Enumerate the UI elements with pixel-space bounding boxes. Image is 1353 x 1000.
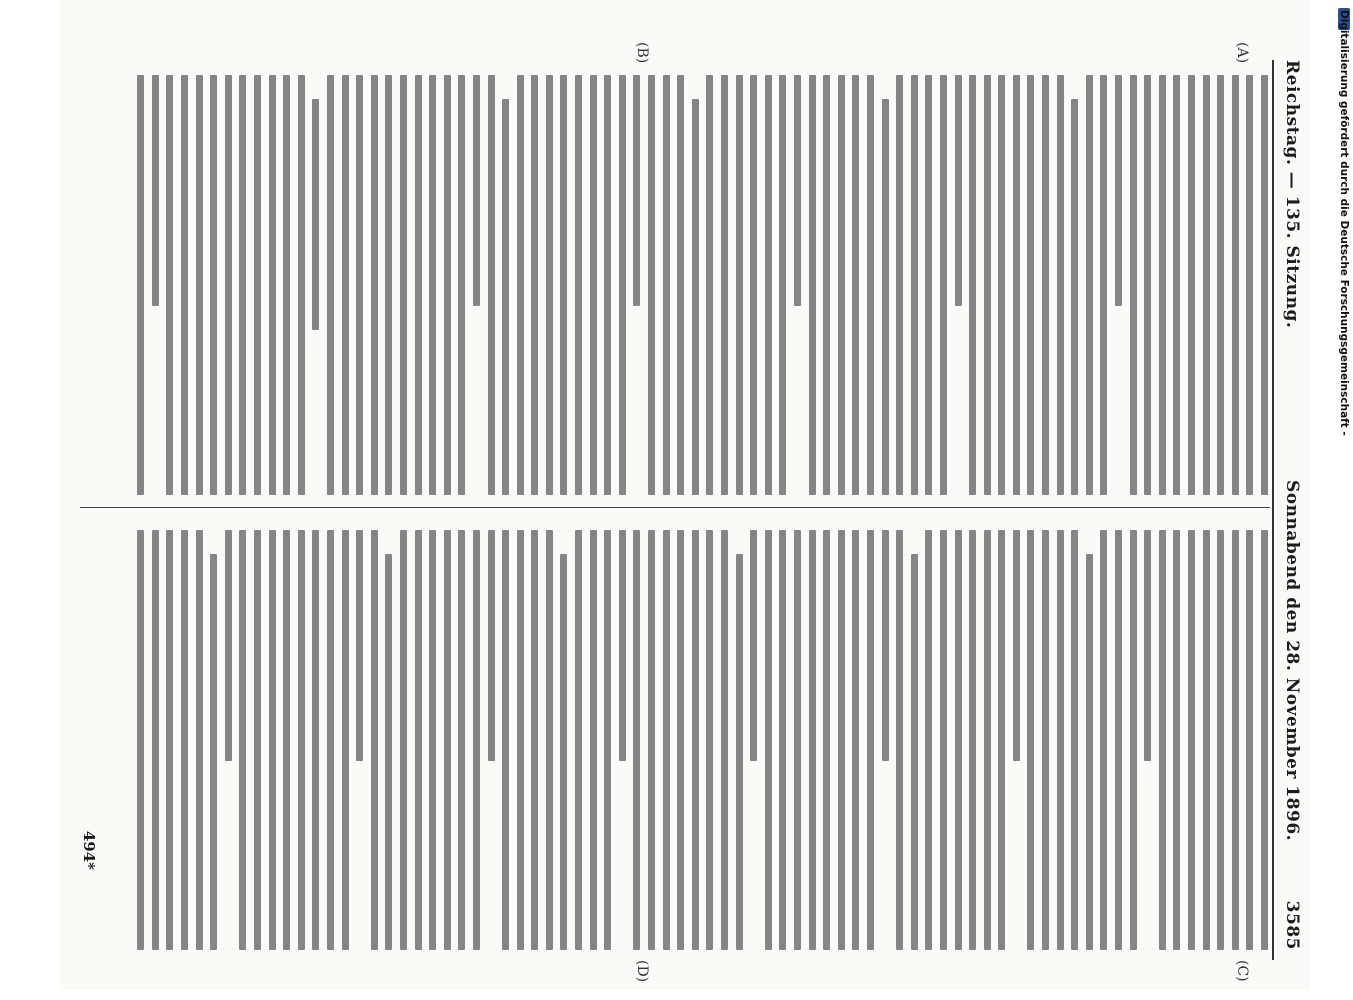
text-line xyxy=(1115,530,1122,950)
text-line xyxy=(400,530,407,950)
text-line xyxy=(925,75,932,495)
text-line xyxy=(1042,75,1049,495)
text-line xyxy=(356,530,363,761)
text-line xyxy=(371,530,378,950)
column-divider xyxy=(80,507,1270,508)
text-line xyxy=(196,530,203,950)
text-line xyxy=(1071,99,1078,495)
text-line xyxy=(1144,75,1151,495)
text-line xyxy=(633,530,640,950)
text-line xyxy=(546,75,553,495)
scanned-page xyxy=(60,0,1310,990)
text-line xyxy=(225,75,232,495)
text-line xyxy=(444,530,451,950)
text-line xyxy=(531,530,538,950)
text-line xyxy=(400,75,407,495)
text-line xyxy=(1188,75,1195,495)
text-line xyxy=(998,75,1005,495)
text-line xyxy=(823,75,830,495)
text-line xyxy=(444,75,451,495)
text-line xyxy=(575,530,582,950)
text-line xyxy=(896,75,903,495)
text-line xyxy=(458,75,465,495)
text-line xyxy=(882,99,889,495)
text-line xyxy=(1071,530,1078,950)
text-line xyxy=(1086,554,1093,950)
text-line xyxy=(648,530,655,950)
text-line xyxy=(867,530,874,950)
text-line xyxy=(502,530,509,950)
text-line xyxy=(269,75,276,495)
text-line xyxy=(955,530,962,950)
digitization-credit: Digitalisierung gefördert durch die Deutsche Forschungsgemeinschaft - xyxy=(1338,10,1350,436)
text-line xyxy=(254,75,261,495)
text-line xyxy=(809,75,816,495)
text-line xyxy=(633,75,640,306)
text-line xyxy=(575,75,582,495)
text-line xyxy=(429,75,436,495)
text-line xyxy=(1246,75,1253,495)
text-line xyxy=(488,75,495,495)
text-line xyxy=(458,530,465,950)
text-line xyxy=(1173,530,1180,950)
text-line xyxy=(269,530,276,950)
text-line xyxy=(342,75,349,495)
text-line xyxy=(794,75,801,306)
text-line xyxy=(706,530,713,950)
text-line xyxy=(721,75,728,495)
text-line xyxy=(706,75,713,495)
text-line xyxy=(1130,75,1137,495)
text-line xyxy=(166,530,173,950)
text-line xyxy=(823,530,830,950)
text-line xyxy=(663,75,670,495)
text-line xyxy=(750,530,757,761)
text-column-right xyxy=(118,530,1268,950)
text-line xyxy=(1203,75,1210,495)
margin-mark-d: (D) xyxy=(634,960,650,983)
text-line xyxy=(531,75,538,495)
text-line xyxy=(1159,75,1166,495)
text-line xyxy=(969,530,976,950)
text-line xyxy=(663,530,670,950)
text-line xyxy=(911,554,918,950)
text-line xyxy=(1100,75,1107,495)
text-line xyxy=(1261,75,1268,495)
text-line xyxy=(1217,530,1224,950)
text-line xyxy=(473,530,480,950)
text-line xyxy=(327,75,334,495)
signature-mark: 494* xyxy=(80,830,98,870)
text-line xyxy=(604,530,611,950)
text-line xyxy=(152,75,159,306)
text-line xyxy=(750,75,757,495)
text-line xyxy=(429,530,436,950)
text-line xyxy=(254,530,261,950)
page-header xyxy=(1276,60,1302,960)
text-line xyxy=(283,75,290,495)
text-line xyxy=(852,75,859,495)
text-line xyxy=(342,530,349,950)
text-line xyxy=(1246,530,1253,950)
text-line xyxy=(1159,530,1166,950)
text-line xyxy=(210,554,217,950)
text-line xyxy=(1028,75,1035,495)
text-line xyxy=(1042,530,1049,950)
text-line xyxy=(984,75,991,495)
text-line xyxy=(312,99,319,330)
text-line xyxy=(1013,75,1020,495)
text-line xyxy=(517,530,524,950)
text-line xyxy=(940,75,947,495)
text-line xyxy=(867,75,874,495)
text-line xyxy=(356,75,363,495)
text-line xyxy=(546,530,553,950)
text-line xyxy=(239,75,246,495)
text-line xyxy=(1232,75,1239,495)
text-line xyxy=(1144,530,1151,761)
text-line xyxy=(1013,530,1020,761)
text-line xyxy=(298,530,305,950)
text-line xyxy=(239,530,246,950)
header-date: Sonnabend den 28. November 1896. xyxy=(1282,480,1302,842)
text-line xyxy=(561,554,568,950)
margin-mark-c: (C) xyxy=(1234,960,1250,982)
text-line xyxy=(648,75,655,495)
text-line xyxy=(502,99,509,495)
text-line xyxy=(1130,530,1137,950)
text-line xyxy=(925,530,932,950)
text-line xyxy=(1100,530,1107,950)
text-line xyxy=(1232,530,1239,950)
text-line xyxy=(1115,75,1122,306)
text-line xyxy=(911,75,918,495)
text-line xyxy=(1217,75,1224,495)
text-line xyxy=(225,530,232,761)
text-line xyxy=(677,530,684,950)
text-line xyxy=(721,530,728,950)
text-line xyxy=(473,75,480,306)
text-line xyxy=(415,75,422,495)
text-line xyxy=(984,530,991,950)
text-line xyxy=(604,75,611,495)
header-page-number: 3585 xyxy=(1282,900,1302,950)
text-line xyxy=(896,530,903,950)
text-line xyxy=(1057,75,1064,495)
text-line xyxy=(181,530,188,950)
header-session: Reichstag. — 135. Sitzung. xyxy=(1282,60,1302,329)
text-line xyxy=(152,530,159,950)
text-line xyxy=(196,75,203,495)
text-line xyxy=(385,75,392,495)
text-line xyxy=(327,530,334,950)
text-line xyxy=(1173,75,1180,495)
text-line xyxy=(765,75,772,495)
text-line xyxy=(1057,530,1064,950)
text-line xyxy=(794,530,801,950)
text-line xyxy=(779,75,786,495)
text-line xyxy=(852,530,859,950)
margin-mark-b: (B) xyxy=(634,42,650,64)
text-line xyxy=(619,75,626,495)
text-line xyxy=(969,75,976,495)
text-line xyxy=(692,99,699,495)
text-line xyxy=(765,530,772,950)
text-line xyxy=(619,530,626,761)
text-line xyxy=(736,554,743,950)
text-line xyxy=(779,530,786,950)
text-line xyxy=(838,75,845,495)
text-line xyxy=(692,530,699,950)
text-line xyxy=(137,75,144,495)
text-line xyxy=(677,75,684,495)
text-line xyxy=(955,75,962,306)
text-line xyxy=(998,530,1005,950)
text-line xyxy=(488,530,495,761)
text-line xyxy=(1086,75,1093,495)
text-line xyxy=(283,530,290,950)
text-line xyxy=(1188,530,1195,950)
header-rule xyxy=(1272,60,1274,960)
text-line xyxy=(1261,530,1268,950)
text-line xyxy=(371,75,378,495)
text-line xyxy=(210,75,217,495)
text-line xyxy=(736,75,743,495)
text-line xyxy=(590,530,597,950)
text-line xyxy=(838,530,845,950)
text-line xyxy=(940,530,947,950)
text-line xyxy=(517,75,524,495)
text-line xyxy=(561,75,568,495)
text-line xyxy=(298,75,305,495)
text-line xyxy=(312,530,319,950)
text-line xyxy=(166,75,173,495)
text-line xyxy=(590,75,597,495)
text-line xyxy=(1028,530,1035,950)
text-line xyxy=(137,530,144,950)
text-line xyxy=(415,530,422,950)
text-line xyxy=(809,530,816,950)
text-line xyxy=(1203,530,1210,950)
margin-mark-a: (A) xyxy=(1234,42,1250,64)
text-line xyxy=(385,554,392,950)
text-line xyxy=(181,75,188,495)
text-line xyxy=(882,530,889,761)
text-column-left xyxy=(118,75,1268,495)
